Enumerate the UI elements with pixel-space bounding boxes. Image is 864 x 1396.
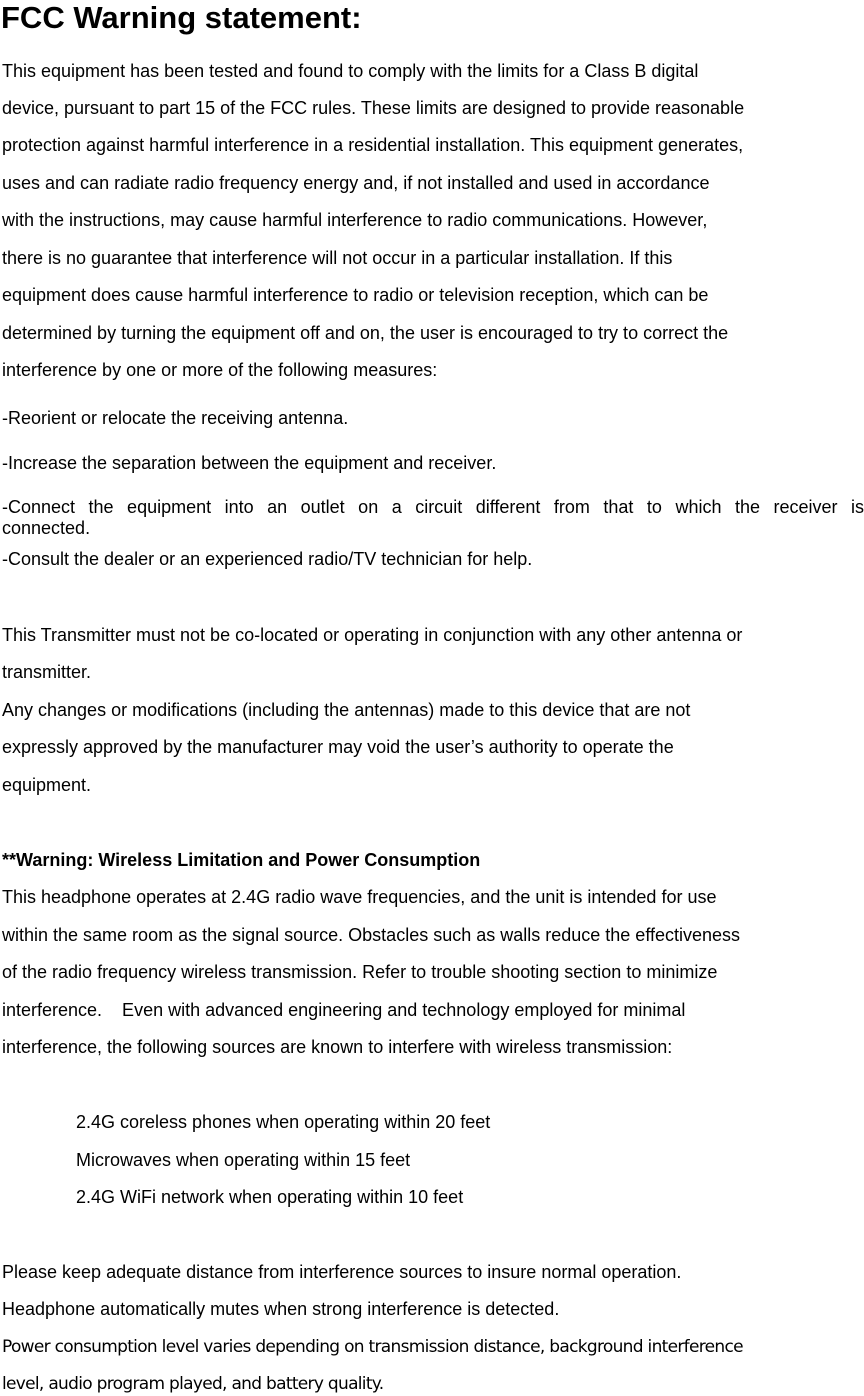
measure-item: -Connect the equipment into an outlet on a circuit different from that to which the receiver is	[2, 497, 864, 517]
para1-line: device, pursuant to part 15 of the FCC rules. These limits are designed to provide reasonable	[2, 98, 745, 118]
measure-item: -Reorient or relocate the receiving antenna.	[2, 408, 349, 428]
interference-source: 2.4G WiFi network when operating within 10 feet	[76, 1187, 464, 1207]
para1-line: interference by one or more of the following measures:	[2, 360, 438, 380]
para1-line: there is no guarantee that interference will not occur in a particular installation. If this	[2, 248, 673, 268]
closing-line: Please keep adequate distance from interference sources to insure normal operation.	[2, 1262, 682, 1282]
changes-line: equipment.	[2, 775, 92, 795]
closing-line: Headphone automatically mutes when strong interference is detected.	[2, 1299, 560, 1319]
para1-line: equipment does cause harmful interference to radio or television reception, which can be	[2, 285, 709, 305]
changes-line: expressly approved by the manufacturer may void the user’s authority to operate the	[2, 737, 674, 757]
interference-source: 2.4G coreless phones when operating within 20 feet	[76, 1112, 491, 1132]
page-title: FCC Warning statement:	[1, 0, 362, 35]
changes-line: Any changes or modifications (including the antennas) made to this device that are not	[2, 700, 691, 720]
measure-item: -Increase the separation between the equipment and receiver.	[2, 453, 497, 473]
measure-item: -Consult the dealer or an experienced radio/TV technician for help.	[2, 549, 533, 569]
closing-line: level, audio program played, and battery quality.	[2, 1374, 384, 1394]
para1-line: with the instructions, may cause harmful interference to radio communications. However,	[2, 210, 708, 230]
interference-source: Microwaves when operating within 15 feet	[76, 1150, 411, 1170]
para1-line: determined by turning the equipment off and on, the user is encouraged to try to correct the	[2, 323, 729, 343]
warning-line: interference. Even with advanced engineering and technology employed for minimal	[2, 1000, 686, 1020]
transmitter-line: This Transmitter must not be co-located or operating in conjunction with any other antenna or	[2, 625, 743, 645]
warning-line: interference, the following sources are known to interfere with wireless transmission:	[2, 1037, 673, 1057]
warning-line: within the same room as the signal source. Obstacles such as walls reduce the effectiveness	[2, 925, 741, 945]
transmitter-line: transmitter.	[2, 662, 92, 682]
warning-line: of the radio frequency wireless transmission. Refer to trouble shooting section to minimize	[2, 962, 718, 982]
warning-line: This headphone operates at 2.4G radio wave frequencies, and the unit is intended for use	[2, 887, 717, 907]
warning-heading: **Warning: Wireless Limitation and Power Consumption	[2, 850, 481, 870]
para1-line: This equipment has been tested and found to comply with the limits for a Class B digital	[2, 61, 699, 81]
para1-line: protection against harmful interference in a residential installation. This equipment generates,	[2, 135, 744, 155]
measure-item: connected.	[2, 518, 91, 538]
para1-line: uses and can radiate radio frequency energy and, if not installed and used in accordance	[2, 173, 710, 193]
closing-line: Power consumption level varies depending on transmission distance, background interference	[2, 1337, 743, 1357]
